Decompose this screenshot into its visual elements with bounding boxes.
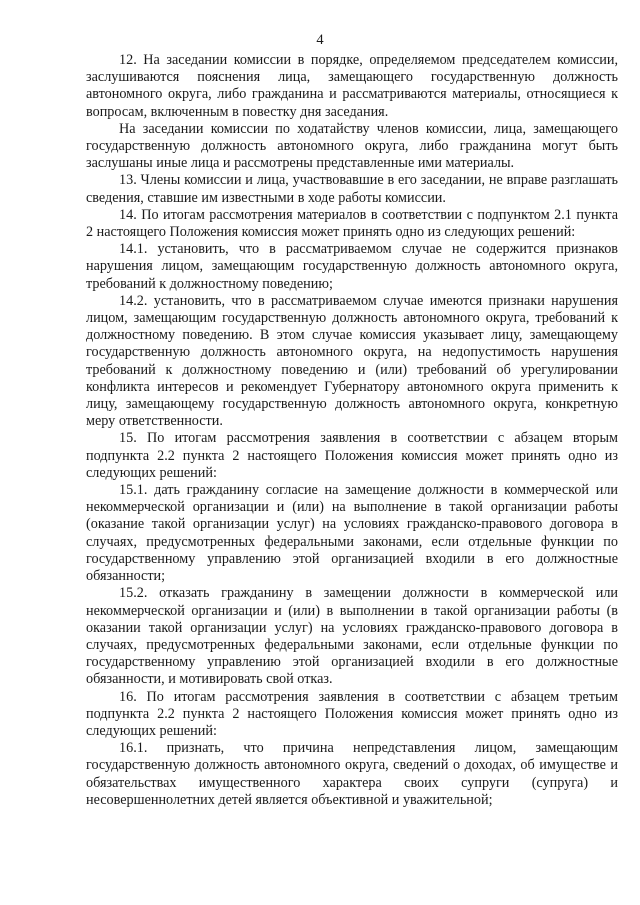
paragraph-15-2: 15.2. отказать гражданину в замещении должности в коммерческой или некоммерческой организации и (или) в выполнении в такой организации работы (в оказании такой организации услуг) на условиях гражданско-правового договора в случаях, предусмотренных федеральными законами, если отдельные функции по государственному управлению этой организацией входили в его должностные обязанности, и мотивировать свой отказ. (86, 585, 618, 688)
paragraph-14-1: 14.1. установить, что в рассматриваемом случае не содержится признаков нарушения лицом, замещающим государственную должность автономного округа, требований к должностному поведению; (86, 241, 618, 292)
paragraph-12-hearing: На заседании комиссии по ходатайству членов комиссии, лица, замещающего государственную должность автономного округа, либо гражданина могут быть заслушаны иные лица и рассмотрены представленные ими материалы. (86, 120, 618, 172)
paragraph-15-1: 15.1. дать гражданину согласие на замещение должности в коммерческой или некоммерческой организации и (или) на выполнение в такой организации работы (оказание такой организации услуг) на условиях гражданско-правового договора в случаях, предусмотренных федеральными законами, если отдельные функции по государственному управлению этой организацией входили в его должностные обязанности; (86, 482, 618, 585)
paragraph-14: 14. По итогам рассмотрения материалов в соответствии с подпунктом 2.1 пункта 2 настоящего Положения комиссия может принять одно из следующих решений: (86, 206, 618, 241)
page-number: 4 (316, 32, 324, 48)
paragraph-13: 13. Члены комиссии и лица, участвовавшие в его заседании, не вправе разглашать сведения, ставшие им известными в ходе работы комиссии. (86, 172, 618, 206)
paragraph-16: 16. По итогам рассмотрения заявления в соответствии с абзацем третьим подпункта 2.2 пункта 2 настоящего Положения комиссия может принять одно из следующих решений: (86, 688, 618, 739)
paragraph-12: 12. На заседании комиссии в порядке, определяемом председателем комиссии, заслушиваются пояснения лица, замещающего государственную должность автономного округа, либо гражданина и рассматриваются материалы, относящиеся к вопросам, включенным в повестку дня заседания. (86, 52, 618, 120)
document-body (86, 52, 618, 809)
paragraph-16-1: 16.1. признать, что причина непредставления лицом, замещающим государственную должность автономного округа, сведений о доходах, об имуществе и обязательствах имущественного характера своих супруги (супруга) и несовершеннолетних детей является объективной и уважительной; (86, 740, 618, 808)
paragraph-14-2: 14.2. установить, что в рассматриваемом случае имеются признаки нарушения лицом, замещающим государственную должность автономного округа, требований к должностному поведению. В этом случае комиссия указывает лицу, замещающему государственную должность автономного округа, на недопустимость нарушения требований к должностному поведению и (или) требований об урегулировании конфликта интересов и рекомендует Губернатору автономного округа применить к лицу, замещающему государственную должность автономного округа, конкретную меру ответственности. (86, 292, 618, 430)
paragraph-15: 15. По итогам рассмотрения заявления в соответствии с абзацем вторым подпункта 2.2 пункта 2 настоящего Положения комиссия может принять одно из следующих решений: (86, 430, 618, 481)
